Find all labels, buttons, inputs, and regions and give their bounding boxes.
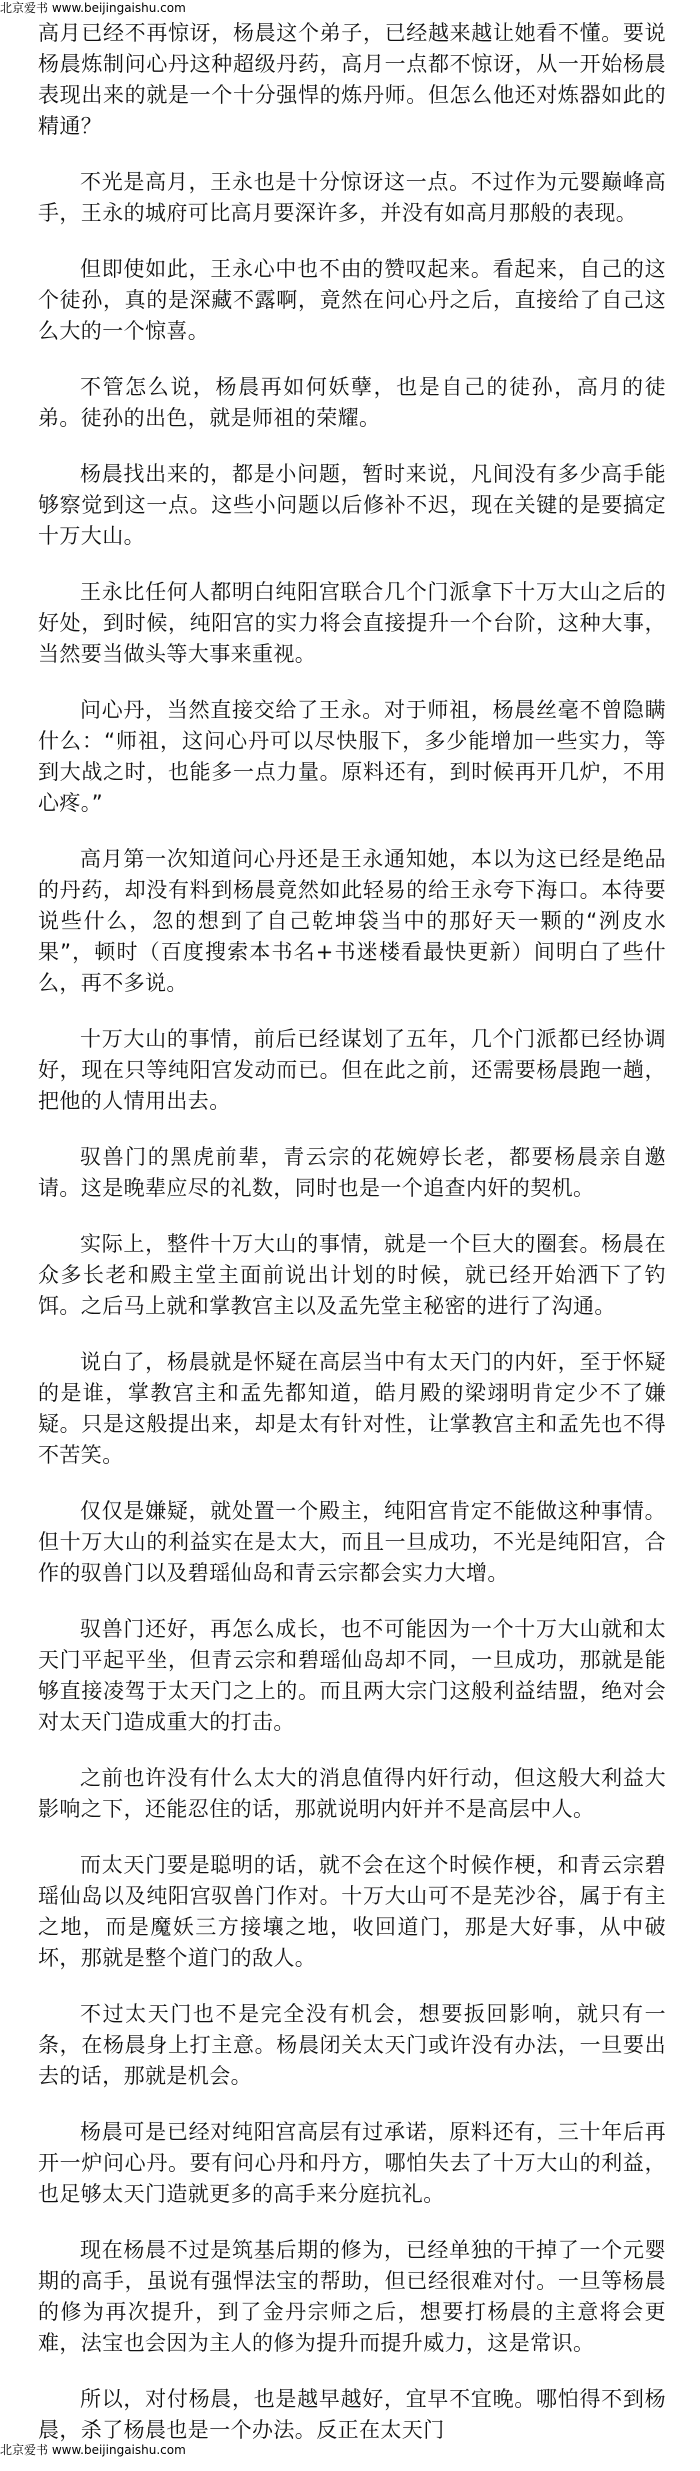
paragraph: 王永比任何人都明白纯阳宫联合几个门派拿下十万大山之后的好处，到时候，纯阳宫的实力将会直接提升一个台阶，这种大事，当然要当做头等大事来重视。 — [38, 580, 666, 666]
paragraph: 说白了，杨晨就是怀疑在高层当中有太天门的内奸，至于怀疑的是谁，掌教宫主和孟先都知道，皓月殿的梁翊明肯定少不了嫌疑。只是这般提出来，却是太有针对性，让掌教宫主和孟先也不得不苦笑。 — [38, 1350, 666, 1467]
watermark-top: 北京爱书 www.beijingaishu.com — [0, 1, 186, 15]
paragraph: 杨晨找出来的，都是小问题，暂时来说，凡间没有多少高手能够察觉到这一点。这些小问题以后修补不迟，现在关键的是要搞定十万大山。 — [38, 462, 666, 548]
paragraph: 现在杨晨不过是筑基后期的修为，已经单独的干掉了一个元婴期的高手，虽说有强悍法宝的帮助，但已经很难对付。一旦等杨晨的修为再次提升，到了金丹宗师之后，想要打杨晨的主意将会更难，法宝也会因为主人的修为提升而提升威力，这是常识。 — [38, 2238, 666, 2355]
paragraph: 不过太天门也不是完全没有机会，想要扳回影响，就只有一条，在杨晨身上打主意。杨晨闭关太天门或许没有办法，一旦要出去的话，那就是机会。 — [38, 2002, 666, 2088]
article-body — [38, 18, 666, 2471]
paragraph: 之前也许没有什么太大的消息值得内奸行动，但这般大利益大影响之下，还能忍住的话，那就说明内奸并不是高层中人。 — [38, 1766, 666, 1821]
paragraph: 不管怎么说，杨晨再如何妖孽，也是自己的徒孙，高月的徒弟。徒孙的出色，就是师祖的荣耀。 — [38, 375, 666, 430]
watermark-bottom: 北京爱书 www.beijingaishu.com — [0, 2443, 186, 2457]
paragraph: 所以，对付杨晨，也是越早越好，宜早不宜晚。哪怕得不到杨晨，杀了杨晨也是一个办法。反正在太天门 — [38, 2387, 666, 2442]
paragraph: 不光是高月，王永也是十分惊讶这一点。不过作为元婴巅峰高手，王永的城府可比高月要深许多，并没有如高月那般的表现。 — [38, 170, 666, 225]
paragraph: 杨晨可是已经对纯阳宫高层有过承诺，原料还有，三十年后再开一炉问心丹。要有问心丹和丹方，哪怕失去了十万大山的利益，也足够太天门造就更多的高手来分庭抗礼。 — [38, 2120, 666, 2206]
paragraph: 驭兽门的黑虎前辈，青云宗的花婉婷长老，都要杨晨亲自邀请。这是晚辈应尽的礼数，同时也是一个追查内奸的契机。 — [38, 1145, 666, 1200]
paragraph: 实际上，整件十万大山的事情，就是一个巨大的圈套。杨晨在众多长老和殿主堂主面前说出计划的时候，就已经开始洒下了钓饵。之后马上就和掌教宫主以及孟先堂主秘密的进行了沟通。 — [38, 1232, 666, 1318]
paragraph: 问心丹，当然直接交给了王永。对于师祖，杨晨丝毫不曾隐瞒什么：“师祖，这问心丹可以尽快服下，多少能增加一些实力，等到大战之时，也能多一点力量。原料还有，到时候再开几炉，不用心疼。” — [38, 698, 666, 815]
paragraph: 仅仅是嫌疑，就处置一个殿主，纯阳宫肯定不能做这种事情。但十万大山的利益实在是太大，而且一旦成功，不光是纯阳宫，合作的驭兽门以及碧瑶仙岛和青云宗都会实力大增。 — [38, 1499, 666, 1585]
paragraph: 高月第一次知道问心丹还是王永通知她，本以为这已经是绝品的丹药，却没有料到杨晨竟然如此轻易的给王永夸下海口。本待要说些什么，忽的想到了自己乾坤袋当中的那好天一颗的“洌皮水果”，顿时（百度搜索本书名+书迷楼看最快更新）间明白了些什么，再不多说。 — [38, 847, 666, 995]
paragraph: 但即使如此，王永心中也不由的赞叹起来。看起来，自己的这个徒孙，真的是深藏不露啊，竟然在问心丹之后，直接给了自己这么大的一个惊喜。 — [38, 257, 666, 343]
paragraph: 高月已经不再惊讶，杨晨这个弟子，已经越来越让她看不懂。要说杨晨炼制问心丹这种超级丹药，高月一点都不惊讶，从一开始杨晨表现出来的就是一个十分强悍的炼丹师。但怎么他还对炼器如此的精通？ — [38, 21, 666, 138]
paragraph: 驭兽门还好，再怎么成长，也不可能因为一个十万大山就和太天门平起平坐，但青云宗和碧瑶仙岛却不同，一旦成功，那就是能够直接凌驾于太天门之上的。而且两大宗门这般利益结盟，绝对会对太天门造成重大的打击。 — [38, 1617, 666, 1734]
paragraph: 而太天门要是聪明的话，就不会在这个时候作梗，和青云宗碧瑶仙岛以及纯阳宫驭兽门作对。十万大山可不是芜沙谷，属于有主之地，而是魔妖三方接壤之地，收回道门，那是大好事，从中破坏，那就是整个道门的敌人。 — [38, 1853, 666, 1970]
paragraph: 十万大山的事情，前后已经谋划了五年，几个门派都已经协调好，现在只等纯阳宫发动而已。但在此之前，还需要杨晨跑一趟，把他的人情用出去。 — [38, 1027, 666, 1113]
